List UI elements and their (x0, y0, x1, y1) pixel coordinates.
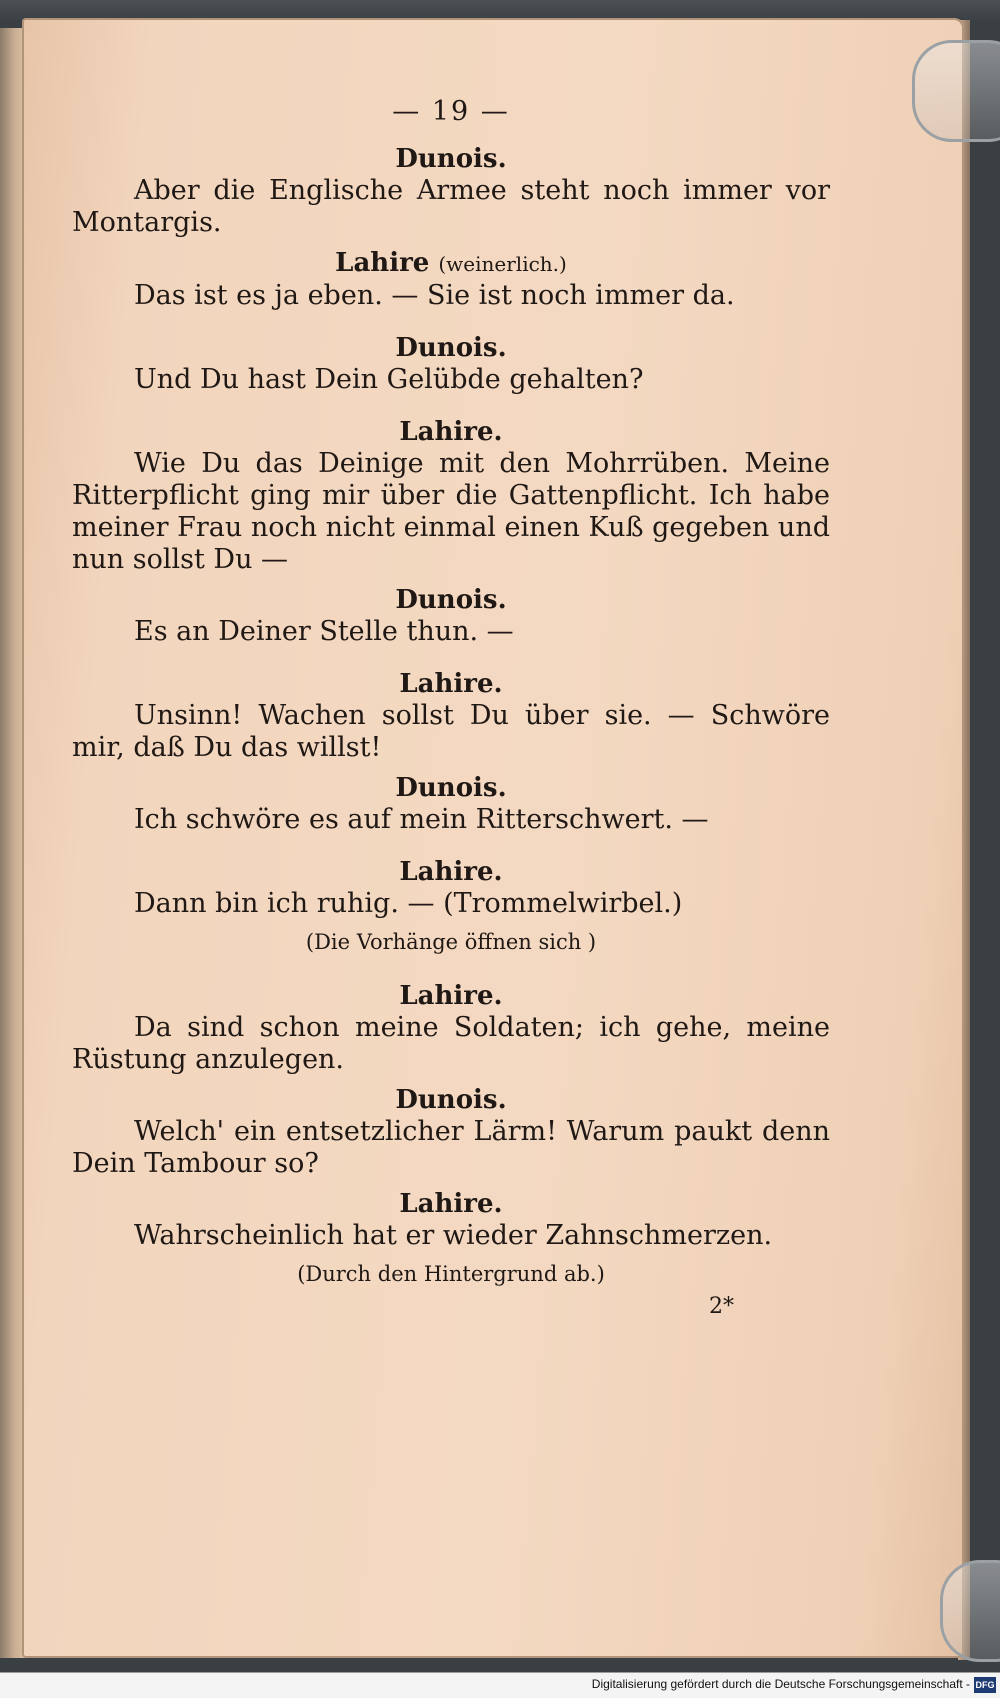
dialogue-line: Wie Du das Deinige mit den Mohrrüben. Meine Ritterpflicht ging mir über die Gattenpflicht. Ich habe meiner Frau noch nicht einmal einen Kuß gegeben und nun sollst Du — (72, 448, 830, 575)
dialogue-line: Das ist es ja eben. — Sie ist noch immer da. (134, 280, 735, 311)
speaker-name: Lahire. (399, 857, 503, 887)
speaker-name: Lahire (weinerlich.) (335, 248, 567, 278)
signature-mark: 2* (709, 1294, 734, 1319)
dialogue-line: Wahrscheinlich hat er wieder Zahnschmerzen. (134, 1220, 773, 1251)
dfg-logo: DFG (974, 1677, 996, 1693)
dialogue-line: Unsinn! Wachen sollst Du über sie. — Schwöre mir, daß Du das willst! (72, 700, 830, 763)
stage-direction: (Durch den Hintergrund ab.) (297, 1262, 605, 1286)
page-text (72, 96, 830, 1319)
dialogue-line: Aber die Englische Armee steht noch immer vor Montargis. (72, 175, 830, 238)
speaker-name: Dunois. (395, 144, 507, 174)
stage-direction-inline: (weinerlich.) (438, 252, 567, 276)
speaker-name: Dunois. (395, 333, 507, 363)
dialogue-line: Da sind schon meine Soldaten; ich gehe, meine Rüstung anzulegen. (72, 1012, 830, 1075)
dialogue-line: Welch' ein entsetzlicher Lärm! Warum paukt denn Dein Tambour so? (72, 1116, 830, 1179)
speaker-name: Lahire. (399, 669, 503, 699)
funding-credit: Digitalisierung gefördert durch die Deutsche Forschungsgemeinschaft - (591, 1677, 970, 1691)
dialogue-line: Dann bin ich ruhig. — (Trommelwirbel.) (134, 888, 683, 919)
speaker-name: Lahire. (399, 417, 503, 447)
dialogue-line: Es an Deiner Stelle thun. — (134, 616, 514, 647)
speaker-name: Lahire. (399, 981, 503, 1011)
speaker-name: Dunois. (395, 1085, 507, 1115)
speaker-name: Lahire. (399, 1189, 503, 1219)
dialogue-line: Und Du hast Dein Gelübde gehalten? (134, 364, 644, 395)
footer-bar (0, 1672, 1000, 1698)
dialogue-line: Ich schwöre es auf mein Ritterschwert. — (134, 804, 709, 835)
page-clip-top (912, 40, 1000, 142)
stage-direction: (Die Vorhänge öffnen sich ) (305, 930, 597, 954)
page-clip-bottom (940, 1560, 1000, 1662)
speaker-name: Dunois. (395, 773, 507, 803)
page-number: — 19 — (392, 96, 510, 127)
speaker-name: Dunois. (395, 585, 507, 615)
